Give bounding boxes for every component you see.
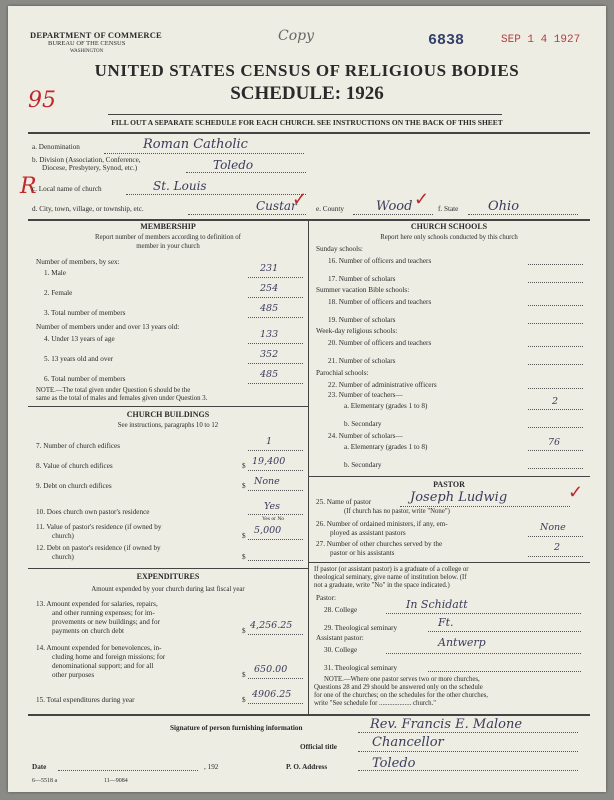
q18-label: 18. Number of officers and teachers: [328, 298, 432, 306]
q9-value: None: [254, 476, 280, 487]
weekday-schools-label: Week-day religious schools:: [316, 327, 398, 335]
q13-label-2: and other running expenses; for im-: [52, 609, 155, 617]
city-value: Custar: [256, 199, 297, 213]
q26-label-1: 26. Number of ordained ministers, if any, em-: [316, 520, 448, 528]
q27-value: 2: [554, 542, 561, 553]
q19-label: 19. Number of scholars: [328, 316, 396, 324]
q24b-label: b. Secondary: [344, 461, 382, 469]
q4-label: 4. Under 13 years of age: [44, 335, 115, 343]
form-number-stamp: 6838: [428, 32, 465, 49]
q13-label-3: provements or new buildings; and for: [52, 618, 160, 626]
membership-heading: MEMBERSHIP: [140, 222, 196, 231]
assistant-pastor-label: Assistant pastor:: [316, 634, 364, 642]
summer-schools-label: Summer vacation Bible schools:: [316, 286, 410, 294]
received-date-stamp: SEP 1 4 1927: [501, 34, 581, 46]
education-intro-2: theological seminary, give name of institution below. (If: [314, 574, 467, 581]
q14-label-1: 14. Amount expended for benevolences, in-: [36, 644, 162, 652]
q15-value: 4906.25: [252, 689, 292, 700]
state-value: Ohio: [488, 199, 520, 214]
dollar-sign: $: [242, 696, 246, 704]
q30-value: Antwerp: [438, 636, 486, 649]
q14-label-2: cluding home and foreign missions; for: [52, 653, 166, 661]
q8-label: 8. Value of church edifices: [36, 462, 113, 470]
dollar-sign: $: [242, 482, 246, 490]
q13-label-4: payments on church debt: [52, 627, 125, 635]
q23a-label: a. Elementary (grades 1 to 8): [344, 402, 428, 410]
pastor-note-4: write "See schedule for ................... church.": [314, 700, 437, 707]
q6-label: 6. Total number of members: [44, 375, 126, 383]
q3-label: 3. Total number of members: [44, 309, 126, 317]
by-sex-label: Number of members, by sex:: [36, 258, 120, 266]
q2-label: 2. Female: [44, 289, 73, 297]
schools-intro: Report here only schools conducted by this church: [380, 234, 518, 241]
q13-label-1: 13. Amount expended for salaries, repairs,: [36, 600, 158, 608]
check-mark-icon: ✓: [568, 482, 584, 502]
q15-label: 15. Total expenditures during year: [36, 696, 135, 704]
form-title: UNITED STATES CENSUS OF RELIGIOUS BODIES: [94, 61, 520, 80]
q23b-label: b. Secondary: [344, 420, 382, 428]
city-label: d. City, town, village, or township, etc.: [32, 205, 144, 213]
expenditures-intro: Amount expended by your church during last fiscal year: [91, 586, 245, 593]
q20-label: 20. Number of officers and teachers: [328, 339, 432, 347]
membership-note-2: same as the total of males and females given under Question 3.: [36, 395, 208, 402]
q23a-value: 2: [552, 396, 559, 407]
bureau-name: BUREAU OF THE CENSUS: [48, 40, 126, 47]
q1-label: 1. Male: [44, 269, 66, 277]
q11-value: 5,000: [254, 525, 282, 536]
q5-label: 5. 13 years old and over: [44, 355, 114, 363]
q26-label-2: ployed as assistant pastors: [330, 529, 406, 537]
age-intro-label: Number of members under and over 13 years old:: [36, 323, 180, 331]
po-address-label: P. O. Address: [286, 763, 328, 771]
q2-value: 254: [260, 283, 279, 294]
yes-no-hint: Yes or No: [262, 516, 285, 522]
dollar-sign: $: [242, 627, 246, 635]
q27-label-2: pastor or his assistants: [330, 549, 395, 557]
q27-label-1: 27. Number of other churches served by the: [316, 540, 443, 548]
q14-label-4: other purposes: [52, 671, 95, 679]
membership-note-1: NOTE.—The total given under Question 6 should be the: [36, 387, 191, 394]
q9-label: 9. Debt on church edifices: [36, 482, 112, 490]
expenditures-heading: EXPENDITURES: [136, 572, 200, 581]
q25-hint: (If church has no pastor, write "None"): [344, 508, 450, 515]
signature-label: Signature of person furnishing information: [170, 724, 303, 732]
po-address-value: Toledo: [372, 756, 416, 771]
census-schedule-sheet: [8, 6, 606, 792]
r-mark: R: [20, 174, 37, 199]
department-name: DEPARTMENT OF COMMERCE: [30, 30, 162, 40]
pastor-note-2: Questions 28 and 29 should be answered only on the schedule: [314, 684, 483, 691]
schools-heading: CHURCH SCHOOLS: [410, 222, 488, 231]
denomination-label: a. Denomination: [32, 143, 80, 151]
division-value: Toledo: [213, 158, 254, 172]
q3-value: 485: [260, 303, 279, 314]
q31-label: 31. Theological seminary: [324, 664, 398, 672]
county-label: e. County: [316, 205, 344, 213]
buildings-intro: See instructions, paragraphs 10 to 12: [117, 422, 219, 429]
q29-value: Ft.: [438, 616, 454, 629]
q14-value: 650.00: [254, 664, 288, 675]
dollar-sign: $: [242, 462, 246, 470]
q16-label: 16. Number of officers and teachers: [328, 257, 432, 265]
q8-value: 19,400: [252, 456, 286, 467]
form-instructions: FILL OUT A SEPARATE SCHEDULE FOR EACH CHURCH. SEE INSTRUCTIONS ON THE BACK OF THIS SHEET: [111, 118, 503, 127]
q29-label: 29. Theological seminary: [324, 624, 398, 632]
q22-label: 22. Number of administrative officers: [328, 381, 437, 389]
membership-intro-1: Report number of members according to definition of: [95, 234, 241, 241]
pastor-note-3: for one of the churches; on the schedules for the other churches,: [314, 692, 489, 699]
local-name-label: c. Local name of church: [32, 185, 102, 193]
q24a-value: 76: [548, 437, 561, 448]
education-intro-3: not a graduate, write "No" in the space indicated.): [314, 582, 450, 589]
dollar-sign: $: [242, 553, 246, 561]
q12-label-1: 12. Debt on pastor's residence (if owned by: [36, 544, 161, 552]
pastor-heading: PASTOR: [433, 480, 465, 489]
date-label: Date: [32, 763, 47, 771]
membership-intro-2: member in your church: [136, 243, 200, 250]
buildings-heading: CHURCH BUILDINGS: [126, 410, 210, 419]
q11-label-1: 11. Value of pastor's residence (if owned by: [36, 523, 162, 531]
margin-note: 95: [28, 88, 56, 113]
date-year: , 192: [204, 763, 219, 771]
check-mark-icon: ✓: [292, 189, 308, 209]
form-code-2: 11—9084: [104, 778, 128, 784]
q11-label-2: church): [52, 532, 74, 540]
q30-label: 30. College: [324, 646, 358, 654]
division-label-2: Diocese, Presbytery, Synod, etc.): [42, 164, 138, 172]
q17-label: 17. Number of scholars: [328, 275, 396, 283]
q26-value: None: [540, 522, 566, 533]
denomination-value: Roman Catholic: [143, 137, 248, 152]
q23-label: 23. Number of teachers—: [328, 391, 403, 399]
q10-label: 10. Does church own pastor's residence: [36, 508, 150, 516]
q7-label: 7. Number of church edifices: [36, 442, 121, 450]
q24-label: 24. Number of scholars—: [328, 432, 403, 440]
education-intro-1: If pastor (or assistant pastor) is a graduate of a college or: [314, 566, 469, 573]
county-value: Wood: [376, 199, 413, 214]
state-label: f. State: [438, 205, 459, 213]
q5-value: 352: [260, 349, 279, 360]
pastor-note-1: NOTE.—Where one pastor serves two or more churches,: [324, 676, 480, 683]
q10-value: Yes: [264, 501, 280, 512]
q14-label-3: denominational support; and for all: [52, 662, 154, 670]
parochial-schools-label: Parochial schools:: [316, 369, 369, 377]
q21-label: 21. Number of scholars: [328, 357, 396, 365]
official-title-value: Chancellor: [372, 735, 444, 750]
copy-mark: Copy: [278, 28, 315, 44]
q6-value: 485: [260, 369, 279, 380]
q28-label: 28. College: [324, 606, 358, 614]
q28-value: In Schidatt: [406, 598, 468, 611]
division-label-1: b. Division (Association, Conference,: [32, 156, 141, 164]
local-name-value: St. Louis: [153, 179, 207, 193]
form-code: 6—5518 a: [32, 778, 58, 784]
washington-label: WASHINGTON: [70, 49, 104, 54]
signature-value: Rev. Francis E. Malone: [370, 717, 523, 732]
q25-label: 25. Name of pastor: [316, 498, 372, 506]
dollar-sign: $: [242, 532, 246, 540]
q1-value: 231: [260, 263, 279, 274]
q7-value: 1: [266, 436, 273, 447]
q4-value: 133: [260, 329, 279, 340]
check-mark-icon: ✓: [414, 189, 430, 209]
sunday-schools-label: Sunday schools:: [316, 245, 363, 253]
q24a-label: a. Elementary (grades 1 to 8): [344, 443, 428, 451]
official-title-label: Official title: [300, 743, 337, 751]
q12-label-2: church): [52, 553, 74, 561]
q25-value: Joseph Ludwig: [410, 490, 508, 505]
dollar-sign: $: [242, 671, 246, 679]
q13-value: 4,256.25: [250, 620, 293, 631]
form-subtitle: SCHEDULE: 1926: [230, 83, 384, 104]
pastor-sub-label: Pastor:: [316, 594, 336, 602]
